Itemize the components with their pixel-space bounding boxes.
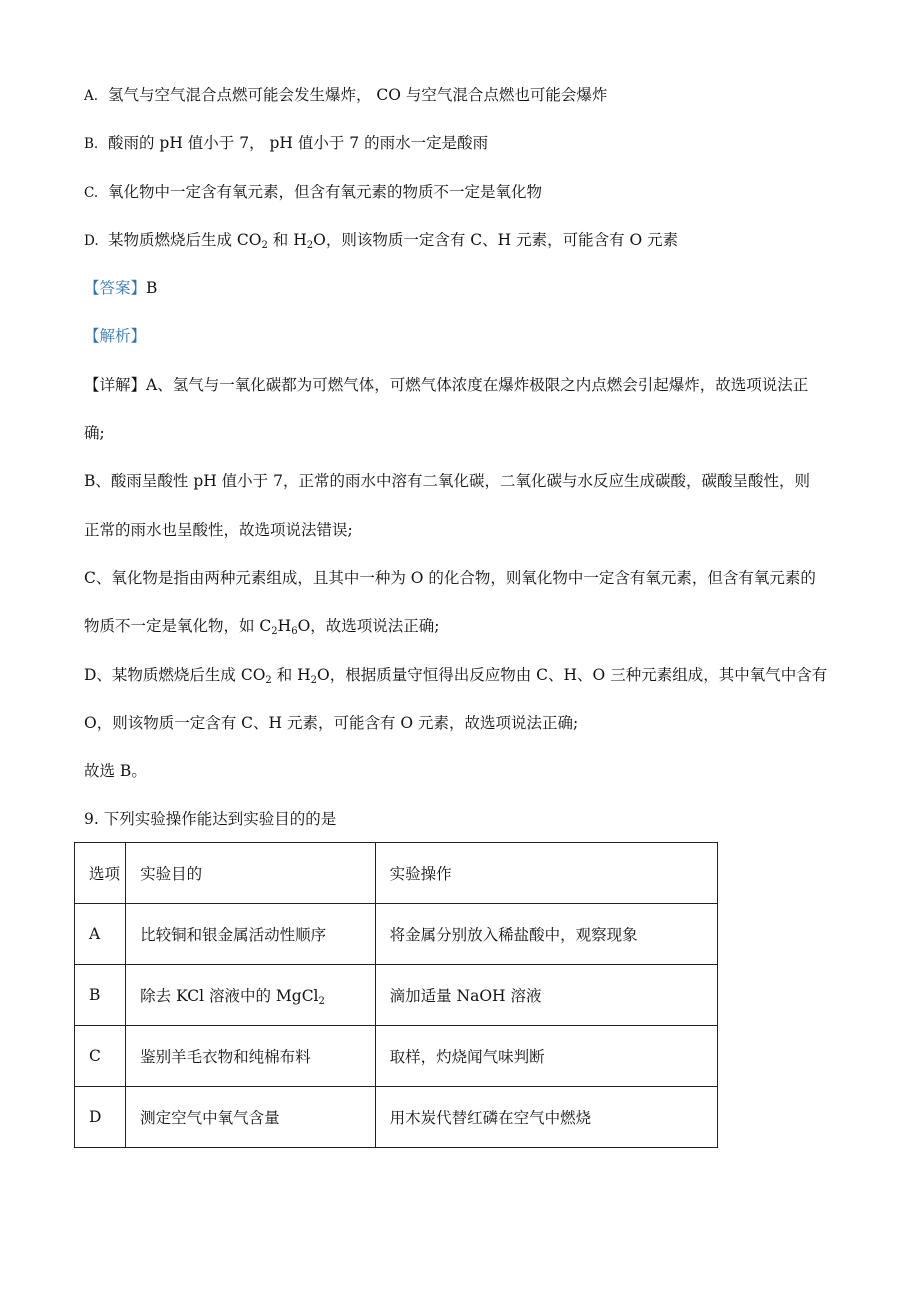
detail-text: D、某物质燃烧后生成 CO bbox=[84, 666, 266, 684]
header-purpose: 实验目的 bbox=[126, 843, 375, 904]
detail-a-line1 bbox=[84, 374, 808, 396]
option-text: 氢气与空气混合点燃可能会发生爆炸， CO 与空气混合点燃也可能会爆炸 bbox=[108, 86, 608, 104]
option-label: A. bbox=[84, 88, 99, 104]
subscript: 2 bbox=[271, 626, 278, 637]
detail-text: O，根据质量守恒得出反应物由 C、H、O 三种元素组成，其中氧气中含有 bbox=[317, 666, 828, 684]
option-c bbox=[84, 181, 542, 204]
option-text: 某物质燃烧后生成 CO bbox=[108, 231, 262, 249]
detail-text: H bbox=[277, 617, 292, 635]
subscript: 2 bbox=[306, 240, 314, 251]
cell-option: D bbox=[75, 1087, 126, 1148]
subscript: 2 bbox=[261, 240, 268, 251]
option-text: O，则该物质一定含有 C、H 元素，可能含有 O 元素 bbox=[313, 231, 679, 249]
option-text: 酸雨的 pH 值小于 7， pH 值小于 7 的雨水一定是酸雨 bbox=[108, 134, 489, 152]
experiment-table bbox=[74, 842, 718, 1148]
cell-purpose: 比较铜和银金属活动性顺序 bbox=[126, 904, 375, 965]
cell-option: A bbox=[75, 904, 126, 965]
option-text: 氧化物中一定含有氧元素，但含有氧元素的物质不一定是氧化物 bbox=[108, 183, 543, 201]
detail-text: O，故选项说法正确; bbox=[297, 617, 440, 635]
cell-operation: 取样，灼烧闻气味判断 bbox=[375, 1026, 717, 1087]
cell-operation: 滴加适量 NaOH 溶液 bbox=[375, 965, 717, 1026]
cell-option: C bbox=[75, 1026, 126, 1087]
detail-text: A、氢气与一氧化碳都为可燃气体，可燃气体浓度在爆炸极限之内点燃会引起爆炸，故选项说法正 bbox=[146, 376, 809, 394]
detail-text: 物质不一定是氧化物，如 C bbox=[84, 617, 272, 635]
cell-purpose: 鉴别羊毛衣物和纯棉布料 bbox=[126, 1026, 375, 1087]
analysis-tag: 【解析】 bbox=[84, 327, 147, 345]
table-row bbox=[75, 1026, 718, 1087]
analysis-line bbox=[84, 325, 146, 347]
option-b bbox=[84, 132, 488, 155]
option-label: D. bbox=[84, 233, 99, 249]
header-option: 选项 bbox=[75, 843, 126, 904]
header-operation: 实验操作 bbox=[375, 843, 717, 904]
detail-c-line1: C、氧化物是指由两种元素组成，且其中一种为 O 的化合物，则氧化物中一定含有氧元素，但含有氧元素的 bbox=[84, 569, 816, 587]
option-label: B. bbox=[84, 136, 99, 152]
detail-a-line2: 确; bbox=[84, 424, 105, 442]
cell-purpose bbox=[126, 965, 375, 1026]
detail-d-line2: O，则该物质一定含有 C、H 元素，可能含有 O 元素，故选项说法正确; bbox=[84, 714, 579, 732]
cell-option: B bbox=[75, 965, 126, 1026]
detail-tag: 【详解】 bbox=[84, 376, 147, 394]
detail-b-line2: 正常的雨水也呈酸性，故选项说法错误; bbox=[84, 521, 353, 539]
detail-b-line1: B、酸雨呈酸性 pH 值小于 7，正常的雨水中溶有二氧化碳，二氧化碳与水反应生成碳酸，碳酸呈酸性，则 bbox=[84, 472, 810, 490]
detail-conclusion: 故选 B。 bbox=[84, 762, 147, 780]
detail-d-line1 bbox=[84, 664, 827, 686]
table-row bbox=[75, 1087, 718, 1148]
question-9-title: 9. 下列实验操作能达到实验目的的是 bbox=[84, 810, 337, 828]
table-row bbox=[75, 904, 718, 965]
detail-c-line2 bbox=[84, 615, 440, 637]
cell-operation: 将金属分别放入稀盐酸中，观察现象 bbox=[375, 904, 717, 965]
answer-line bbox=[84, 277, 157, 299]
detail-text: 和 H bbox=[271, 666, 311, 684]
cell-purpose-text: 除去 KCl 溶液中的 MgCl bbox=[140, 987, 319, 1005]
option-d bbox=[84, 229, 678, 252]
subscript: 2 bbox=[318, 996, 325, 1007]
option-label: C. bbox=[84, 185, 99, 201]
cell-purpose: 测定空气中氧气含量 bbox=[126, 1087, 375, 1148]
answer-tag: 【答案】 bbox=[84, 279, 147, 297]
subscript: 6 bbox=[291, 626, 298, 637]
cell-operation: 用木炭代替红磷在空气中燃烧 bbox=[375, 1087, 717, 1148]
table-row bbox=[75, 965, 718, 1026]
option-text: 和 H bbox=[267, 231, 307, 249]
option-a bbox=[84, 84, 607, 107]
subscript: 2 bbox=[310, 675, 318, 686]
table-header-row bbox=[75, 843, 718, 904]
answer-value: B bbox=[146, 279, 158, 297]
subscript: 2 bbox=[265, 675, 272, 686]
